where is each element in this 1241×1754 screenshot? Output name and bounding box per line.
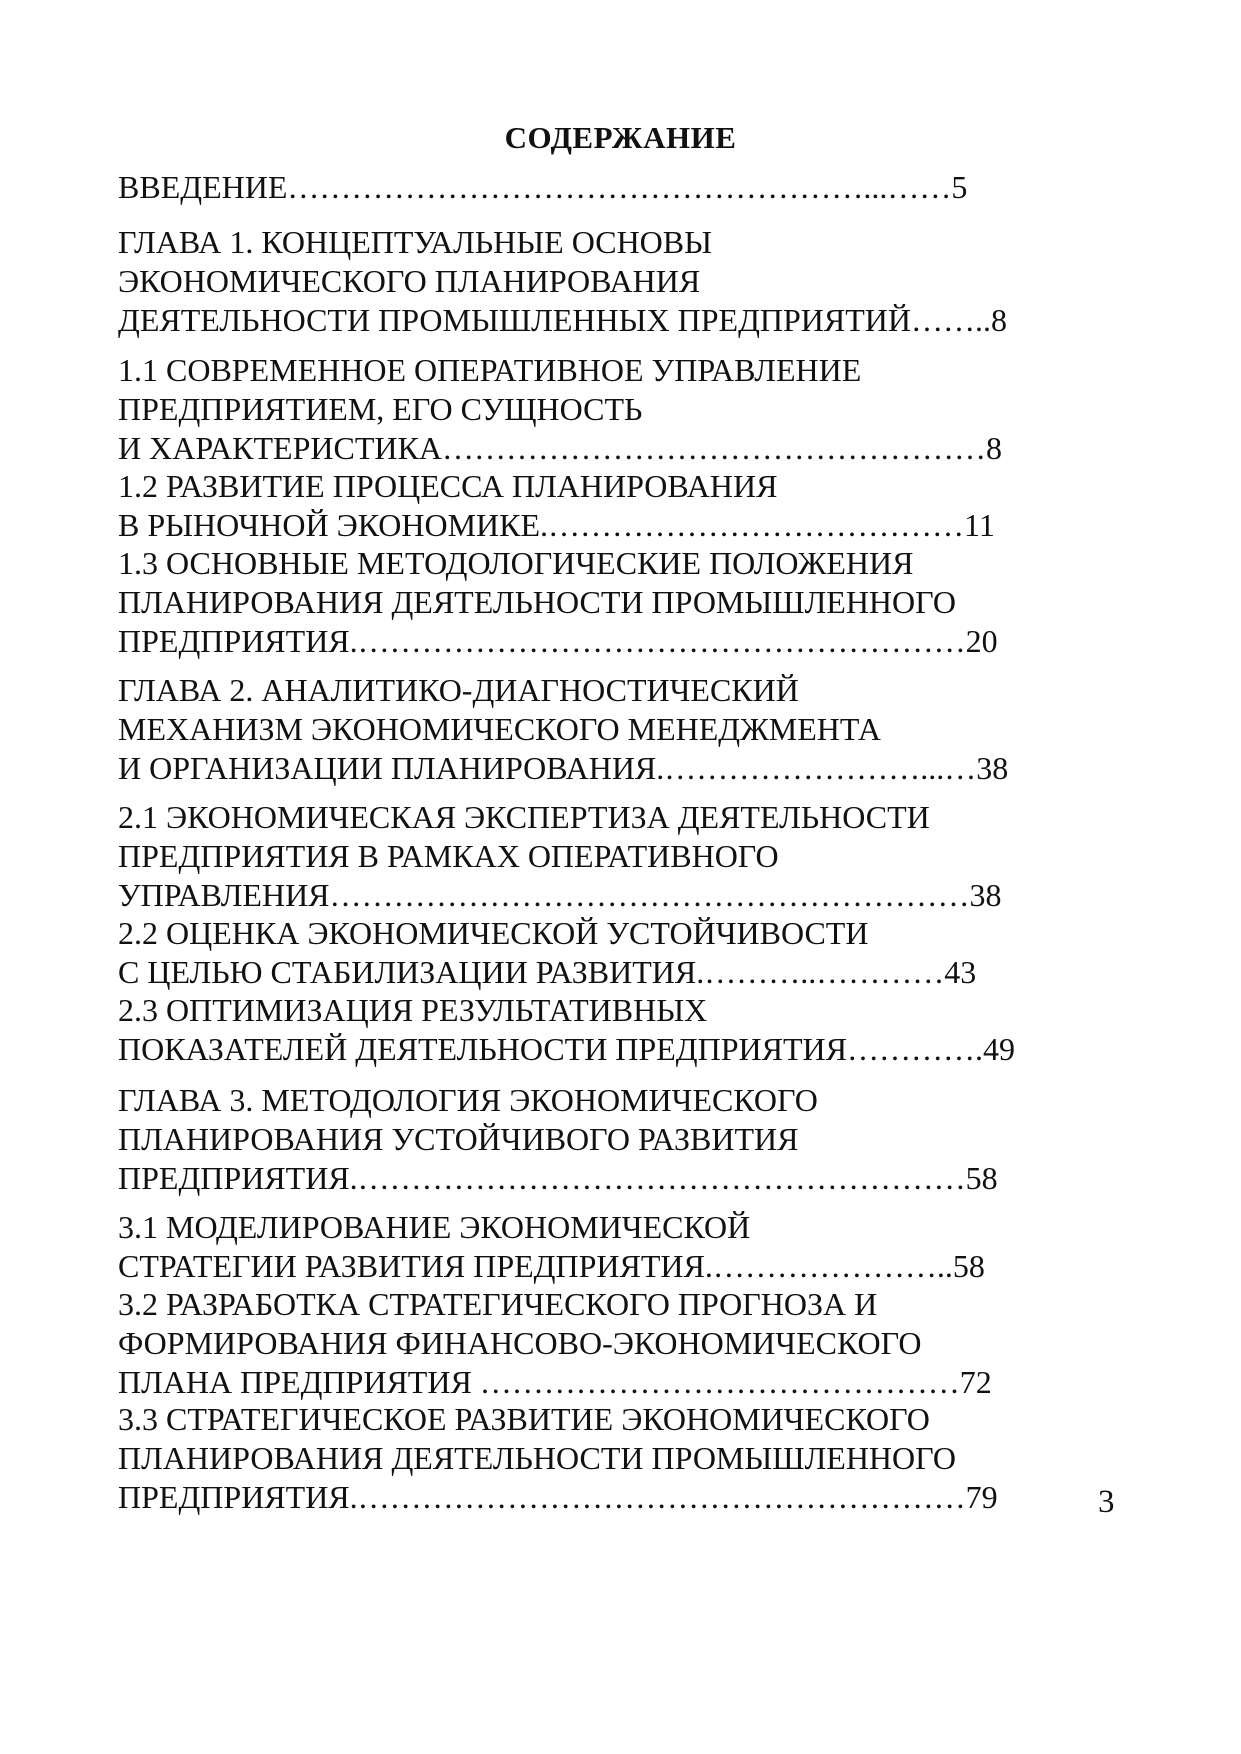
toc-entry-line: ПЛАНИРОВАНИЯ УСТОЙЧИВОГО РАЗВИТИЯ xyxy=(118,1121,799,1157)
toc-entry-line: СТРАТЕГИИ РАЗВИТИЯ ПРЕДПРИЯТИЯ.…………………..58 xyxy=(118,1248,985,1284)
toc-entry-line: В РЫНОЧНОЙ ЭКОНОМИКЕ.…………………………………11 xyxy=(118,507,995,543)
toc-entry-introduction xyxy=(118,168,1066,207)
toc-entry-line: ГЛАВА 1. КОНЦЕПТУАЛЬНЫЕ ОСНОВЫ xyxy=(118,224,713,260)
toc-entry-line: ПРЕДПРИЯТИЯ.…………………………………………………58 xyxy=(118,1160,998,1196)
toc-entry-line: 3.1 МОДЕЛИРОВАНИЕ ЭКОНОМИЧЕСКОЙ xyxy=(118,1209,751,1245)
toc-entry-section-2-1 xyxy=(118,798,1066,915)
toc-entry-line: МЕХАНИЗМ ЭКОНОМИЧЕСКОГО МЕНЕДЖМЕНТА xyxy=(118,711,881,747)
toc-entry-line: 1.3 ОСНОВНЫЕ МЕТОДОЛОГИЧЕСКИЕ ПОЛОЖЕНИЯ xyxy=(118,545,914,581)
toc-entry-line: 1.2 РАЗВИТИЕ ПРОЦЕССА ПЛАНИРОВАНИЯ xyxy=(118,468,778,504)
toc-entry-line: ПРЕДПРИЯТИЕМ, ЕГО СУЩНОСТЬ xyxy=(118,391,643,427)
toc-entry-chapter-2 xyxy=(118,671,1066,788)
toc-entry-line: ПОКАЗАТЕЛЕЙ ДЕЯТЕЛЬНОСТИ ПРЕДПРИЯТИЯ………….49 xyxy=(118,1031,1015,1067)
toc-entry-section-1-2 xyxy=(118,467,1066,545)
toc-entry-section-3-1 xyxy=(118,1208,1066,1286)
toc-entry-section-2-2 xyxy=(118,914,1066,992)
toc-entry-line: 2.2 ОЦЕНКА ЭКОНОМИЧЕСКОЙ УСТОЙЧИВОСТИ xyxy=(118,915,869,951)
toc-entry-line: И ОРГАНИЗАЦИИ ПЛАНИРОВАНИЯ.……………………...…38 xyxy=(118,750,1009,786)
toc-entry-section-1-1 xyxy=(118,351,1066,468)
toc-entry-line: ГЛАВА 2. АНАЛИТИКО-ДИАГНОСТИЧЕСКИЙ xyxy=(118,672,799,708)
toc-entry-line: 3.3 СТРАТЕГИЧЕСКОЕ РАЗВИТИЕ ЭКОНОМИЧЕСКОГО xyxy=(118,1401,930,1437)
toc-entry-line: ГЛАВА 3. МЕТОДОЛОГИЯ ЭКОНОМИЧЕСКОГО xyxy=(118,1082,818,1118)
toc-entry-line: ЭКОНОМИЧЕСКОГО ПЛАНИРОВАНИЯ xyxy=(118,263,701,299)
toc-entry-line: УПРАВЛЕНИЯ……………………………………………………38 xyxy=(118,877,1002,913)
toc-entry-line: И ХАРАКТЕРИСТИКА……………………………………………8 xyxy=(118,430,1002,466)
toc-entry-section-3-3 xyxy=(118,1400,1066,1517)
toc-entry-line: ДЕЯТЕЛЬНОСТИ ПРОМЫШЛЕННЫХ ПРЕДПРИЯТИЙ……..8 xyxy=(118,302,1008,338)
toc-entry-section-2-3 xyxy=(118,991,1066,1069)
toc-entry-line: 1.1 СОВРЕМЕННОЕ ОПЕРАТИВНОЕ УПРАВЛЕНИЕ xyxy=(118,352,862,388)
toc-entry-line: С ЦЕЛЬЮ СТАБИЛИЗАЦИИ РАЗВИТИЯ.………..…………43 xyxy=(118,954,977,990)
toc-entry-line: ПЛАНИРОВАНИЯ ДЕЯТЕЛЬНОСТИ ПРОМЫШЛЕННОГО xyxy=(118,584,956,620)
toc-entry-line: ПРЕДПРИЯТИЯ В РАМКАХ ОПЕРАТИВНОГО xyxy=(118,838,779,874)
toc-entry-chapter-3 xyxy=(118,1081,1066,1198)
toc-entry-line: ПЛАНИРОВАНИЯ ДЕЯТЕЛЬНОСТИ ПРОМЫШЛЕННОГО xyxy=(118,1440,956,1476)
page-number: 3 xyxy=(1098,1484,1115,1520)
toc-entry-line: 2.3 ОПТИМИЗАЦИЯ РЕЗУЛЬТАТИВНЫХ xyxy=(118,992,708,1028)
toc-entry-chapter-1 xyxy=(118,223,1066,340)
toc-entry-line: ВВЕДЕНИЕ………………………………………………...……5 xyxy=(118,169,968,205)
toc-entry-line: ПРЕДПРИЯТИЯ.…………………………………………………20 xyxy=(118,623,998,659)
toc-entry-line: ПЛАНА ПРЕДПРИЯТИЯ ………………………………………72 xyxy=(118,1364,992,1400)
toc-entry-line: ПРЕДПРИЯТИЯ.…………………………………………………79 xyxy=(118,1479,998,1515)
toc-entry-line: 2.1 ЭКОНОМИЧЕСКАЯ ЭКСПЕРТИЗА ДЕЯТЕЛЬНОСТИ xyxy=(118,799,930,835)
toc-entry-section-3-2 xyxy=(118,1285,1066,1402)
toc-title: СОДЕРЖАНИЕ xyxy=(504,120,737,155)
toc-entry-line: ФОРМИРОВАНИЯ ФИНАНСОВО-ЭКОНОМИЧЕСКОГО xyxy=(118,1325,922,1361)
toc-entry-line: 3.2 РАЗРАБОТКА СТРАТЕГИЧЕСКОГО ПРОГНОЗА И xyxy=(118,1286,878,1322)
toc-entry-section-1-3 xyxy=(118,544,1066,661)
